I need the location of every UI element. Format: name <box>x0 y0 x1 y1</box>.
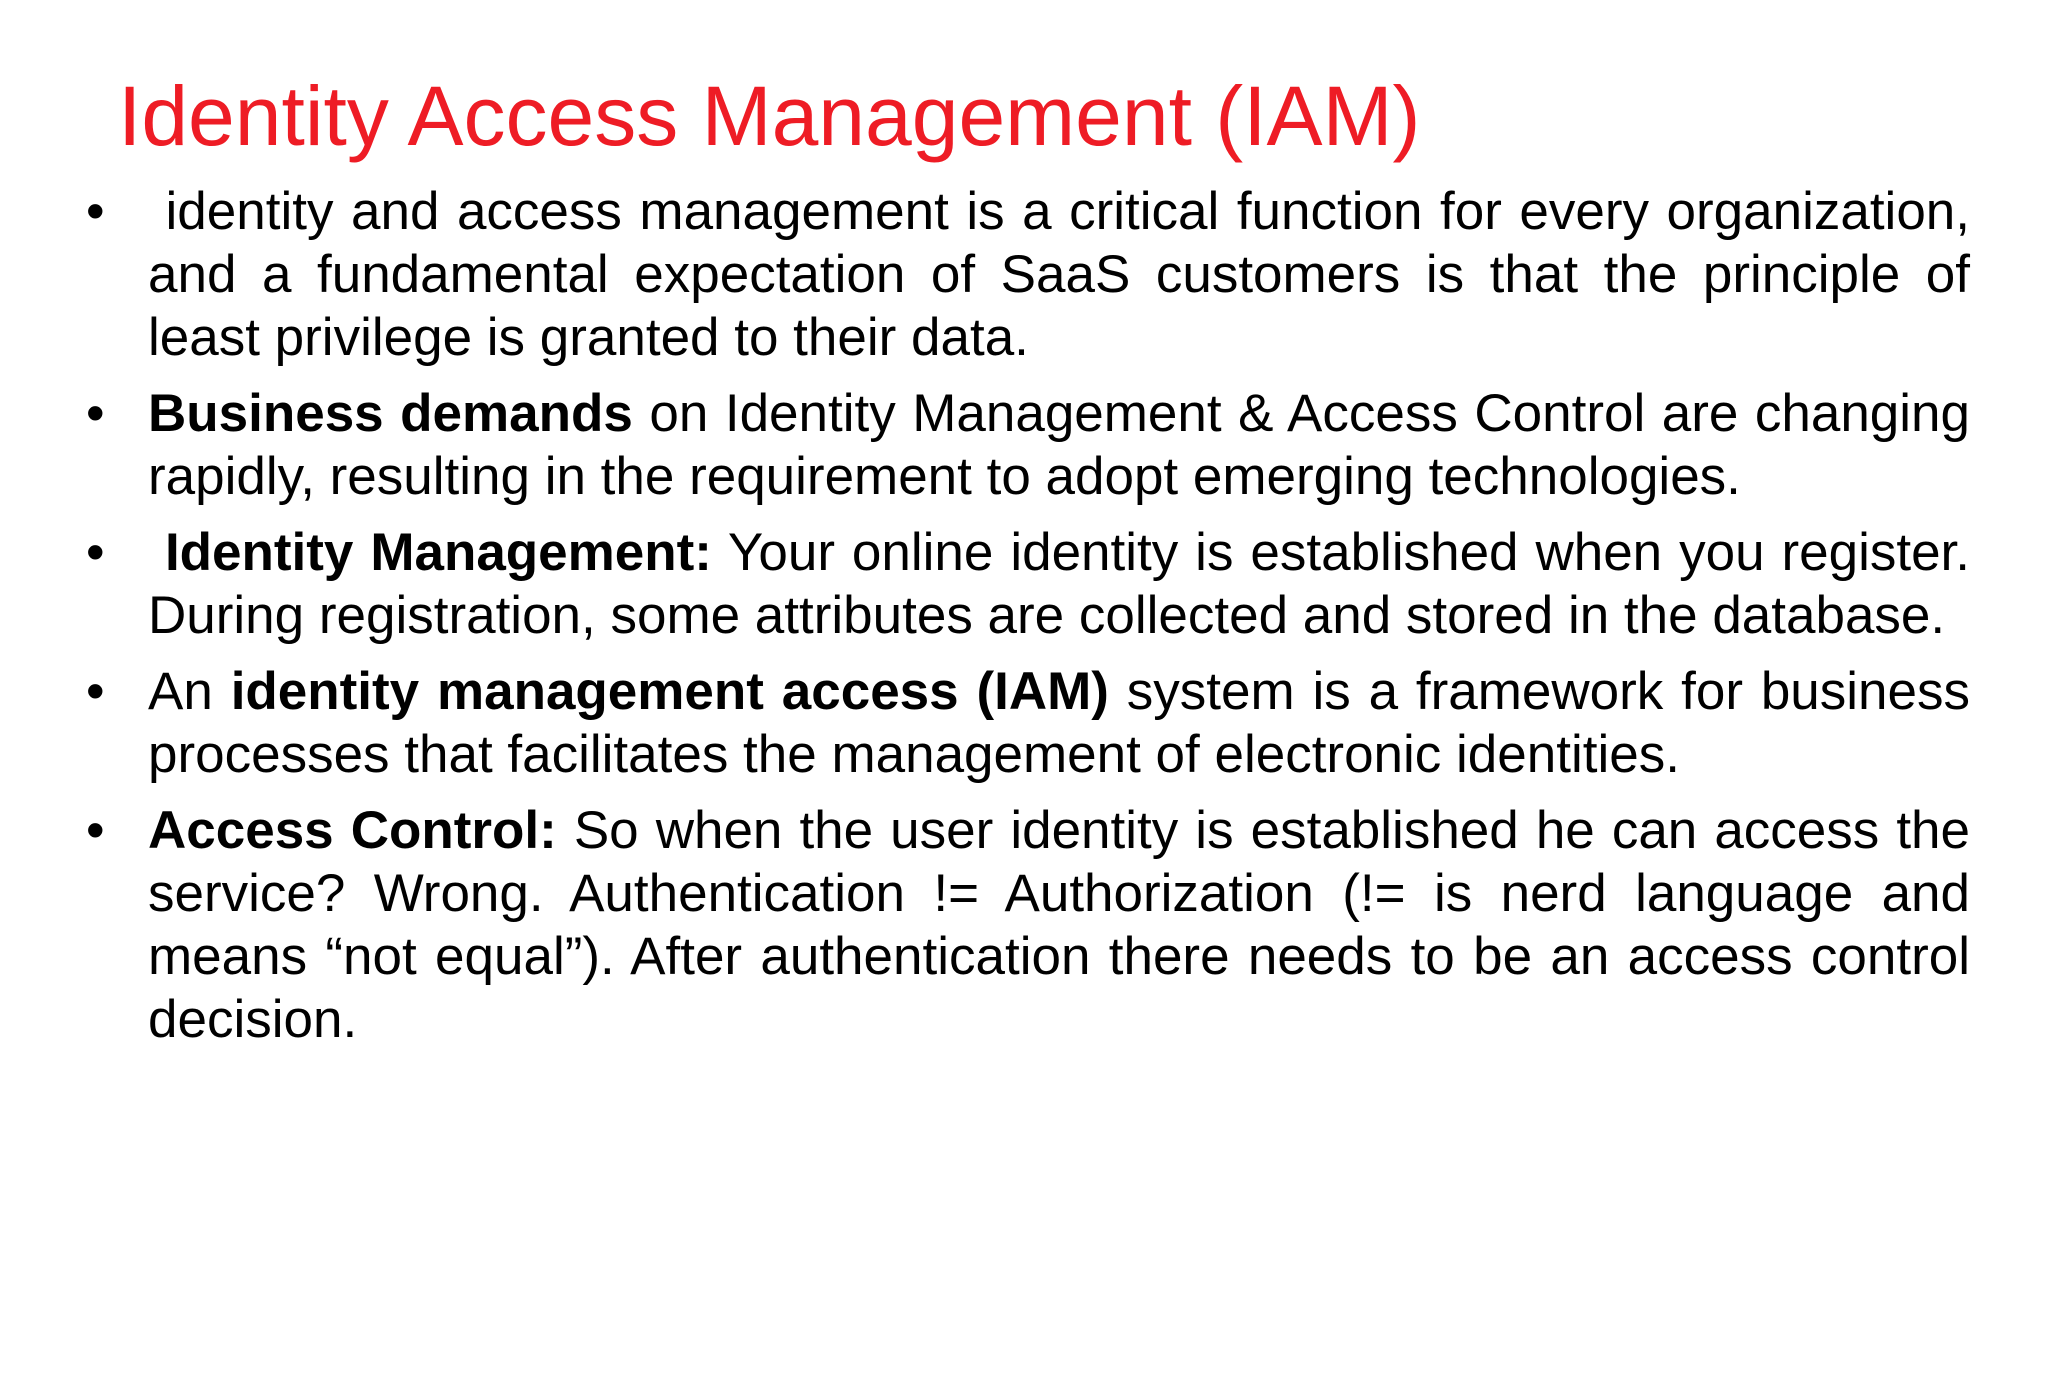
bullet-item-iam-function <box>86 180 1970 369</box>
bullet-text <box>148 801 1970 1049</box>
bullet-item-access-control <box>86 799 1970 1051</box>
bullet-text <box>148 384 1970 506</box>
bullet-lead-space <box>148 523 165 582</box>
bullet-bold-term: Business demands <box>148 384 633 443</box>
bullet-body: system is a framework for business processes that facilitates the management of electronic identities. <box>148 662 1971 784</box>
bullet-text <box>148 523 1970 645</box>
bullet-body: Your online identity is established when you register. During registration, some attributes are collected and stored in the database. <box>148 523 1971 645</box>
bullet-bold-term: Identity Management: <box>164 523 712 582</box>
bullet-item-business-demands <box>86 382 1970 508</box>
bullet-item-iam-system <box>86 660 1970 786</box>
bullet-body: on Identity Management & Access Control are changing rapidly, resulting in the requirement to adopt emerging technologies. <box>148 384 1971 506</box>
bullet-dot-icon: • <box>86 384 105 443</box>
bullet-body: So when the user identity is established he can access the service? Wrong. Authentication != Authorization (!= is nerd language and means “not equal”). After authentication there needs to be an access control decision. <box>148 801 1970 1049</box>
bullet-text <box>148 662 1970 784</box>
bullet-list <box>86 180 1970 1064</box>
bullet-body: identity and access management is a critical function for every organization, and a fundamental expectation of SaaS customers is that the principle of least privilege is granted to their data. <box>148 182 1970 367</box>
bullet-dot-icon: • <box>86 662 105 721</box>
bullet-text <box>148 182 1970 367</box>
bullet-lead-space <box>148 182 166 241</box>
bullet-dot-icon: • <box>86 523 105 582</box>
bullet-dot-icon: • <box>86 182 105 241</box>
bullet-dot-icon: • <box>86 801 105 860</box>
bullet-bold-term: Access Control: <box>148 801 557 860</box>
bullet-bold-term: identity management access (IAM) <box>230 662 1109 721</box>
bullet-prefix: An <box>148 662 231 721</box>
slide-title: Identity Access Management (IAM) <box>118 69 1421 163</box>
bullet-item-identity-management <box>86 521 1970 647</box>
